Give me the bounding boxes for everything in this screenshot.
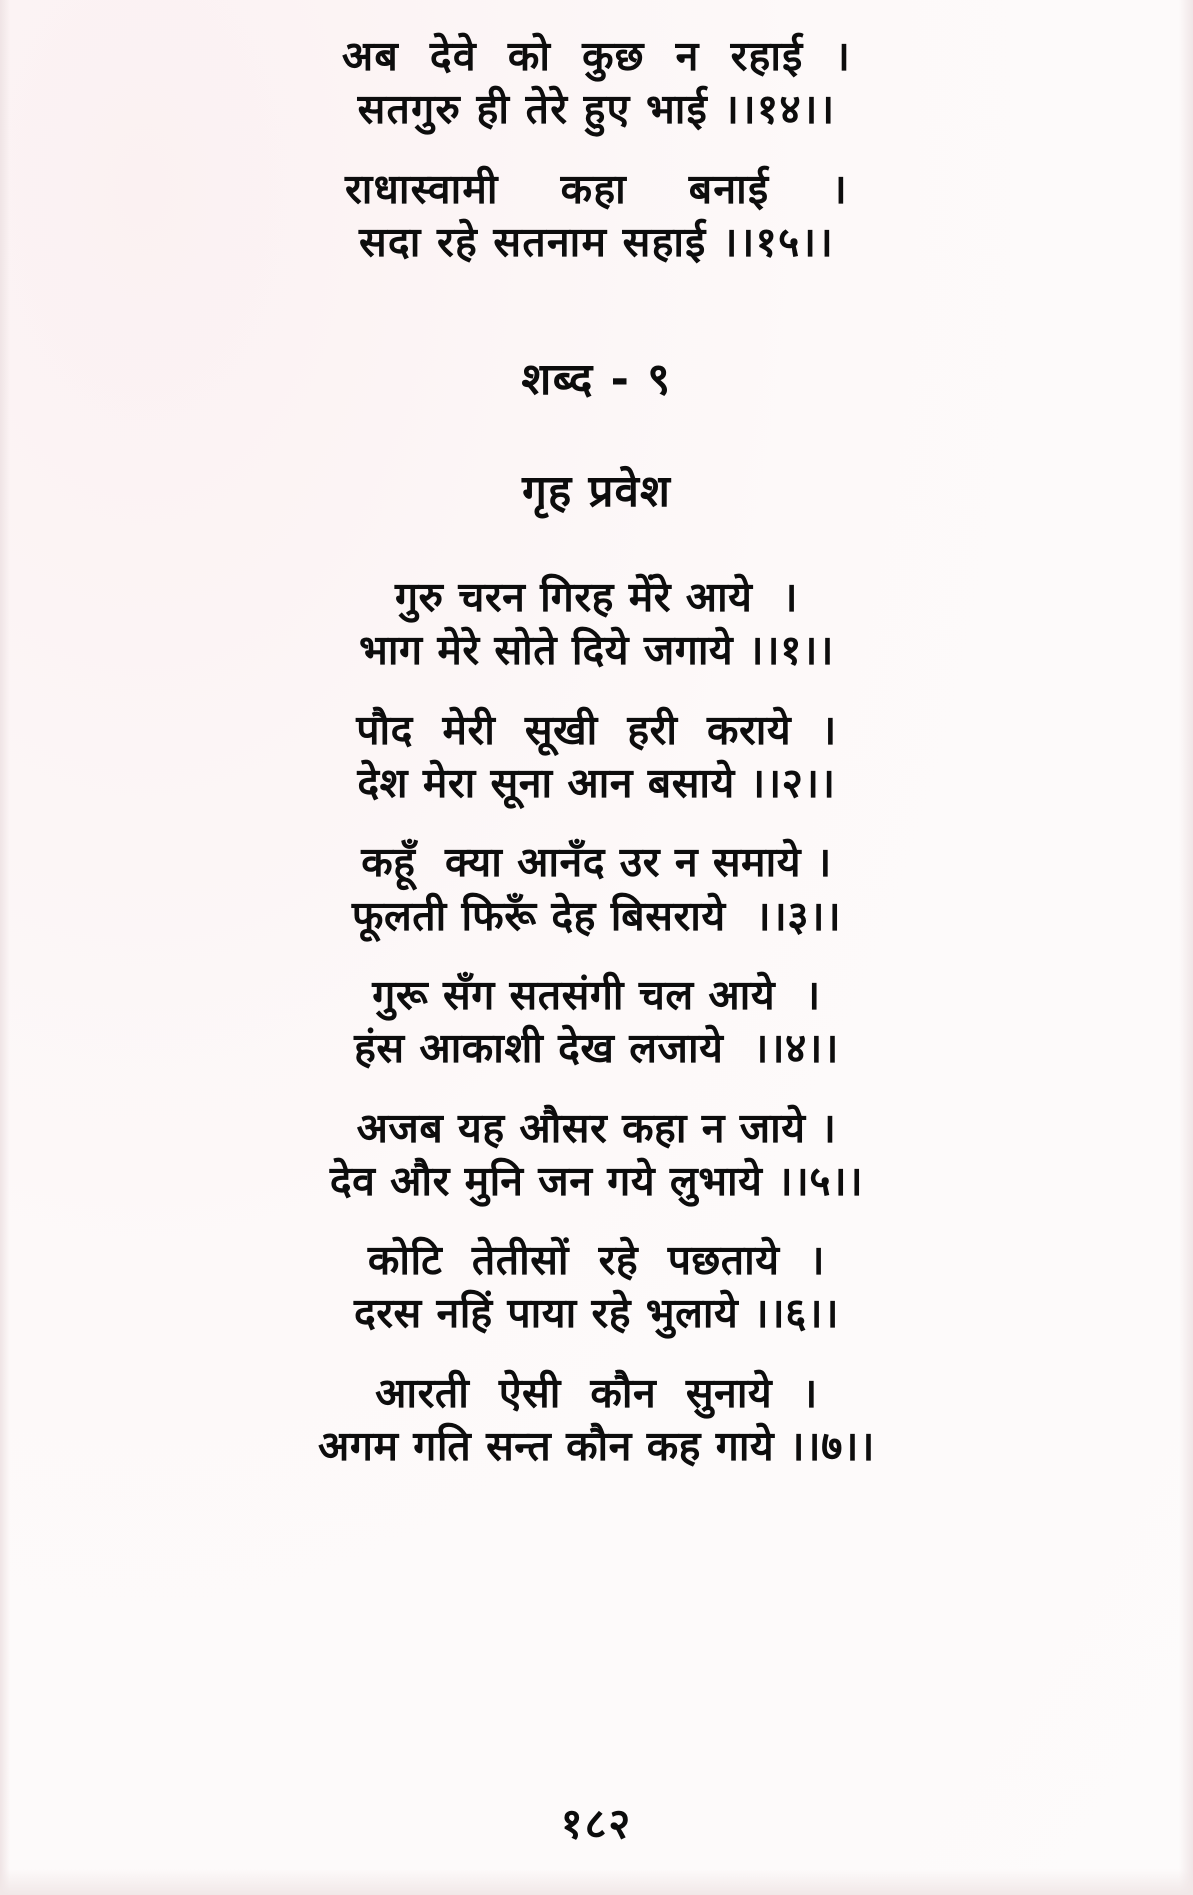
- stanza-top-14: [0, 30, 1193, 137]
- verse-line: देव और मुनि जन गये लुभाये ।।५।।: [329, 1156, 864, 1205]
- stanza-gap: [0, 1208, 1193, 1234]
- section-heading-title: गृह प्रवेश: [522, 466, 671, 518]
- verse-line: कोटि तेतीसों रहे पछताये ।: [367, 1236, 826, 1285]
- paper-edge-bottom: [0, 1869, 1193, 1895]
- stanza-gap: [0, 137, 1193, 163]
- verse-line: गुरू सँग सतसंगी चल आये ।: [372, 970, 821, 1019]
- stanza-6: [0, 1234, 1193, 1341]
- stanza-gap: [0, 1341, 1193, 1367]
- stanza-3: [0, 836, 1193, 943]
- verse-line: भाग मेरे सोते दिये जगाये ।।१।।: [359, 626, 834, 675]
- stanza-2: [0, 704, 1193, 811]
- section-heading-shabd: शब्द - ९: [521, 354, 672, 406]
- stanza-5: [0, 1102, 1193, 1209]
- verse-line: सतगुरु ही तेरे हुए भाई ।।१४।।: [357, 85, 836, 134]
- stanza-7: [0, 1367, 1193, 1474]
- stanza-top-15: [0, 163, 1193, 270]
- stanza-gap: [0, 1076, 1193, 1102]
- verse-line: कहूँ क्या आनँद उर न समाये ।: [361, 838, 832, 887]
- verse-line: गुरु चरन गिरह मेंरे आये ।: [394, 573, 799, 622]
- verse-line: हंस आकाशी देख लजाये ।।४।।: [354, 1024, 839, 1073]
- verse-line: राधास्वामी कहा बनाई ।: [345, 164, 848, 213]
- verse-line: अगम गति सन्त कौन कह गाये ।।७।।: [318, 1422, 875, 1471]
- verse-list: [0, 571, 1193, 1473]
- stanza-4: [0, 969, 1193, 1076]
- stanza-gap: [0, 810, 1193, 836]
- verse-line: आरती ऐसी कौन सुनाये ।: [375, 1368, 818, 1417]
- verse-line: पौद मेरी सूखी हरी कराये ।: [356, 705, 837, 754]
- verse-line: अब देवे को कुछ न रहाई ।: [341, 32, 852, 80]
- verse-line: अजब यह औसर कहा न जाये ।: [356, 1103, 837, 1152]
- stanza-1: [0, 571, 1193, 678]
- stanza-gap: [0, 678, 1193, 704]
- verse-line: फूलती फिरूँ देह बिसराये ।।३।।: [351, 891, 842, 940]
- verse-line: देश मेरा सूना आन बसाये ।।२।।: [357, 759, 836, 808]
- stanza-gap: [0, 943, 1193, 969]
- verse-line: सदा रहे सतनाम सहाई ।।१५।।: [359, 217, 834, 266]
- verse-line: दरस नहिं पाया रहे भुलाये ।।६।।: [353, 1289, 840, 1338]
- page-number: १८२: [560, 1799, 633, 1848]
